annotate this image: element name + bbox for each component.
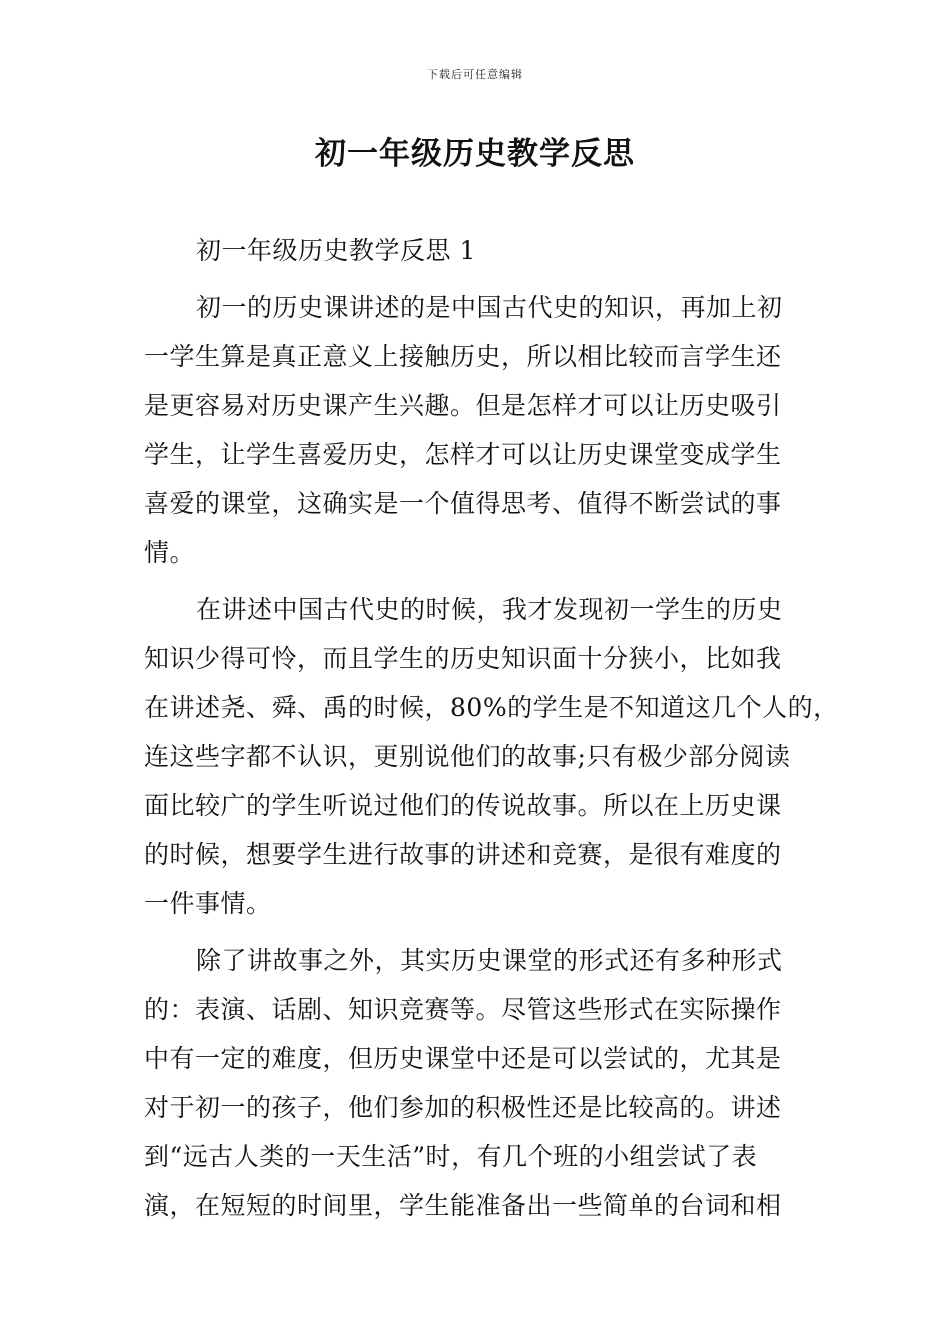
- text-line: 的：表演、话剧、知识竞赛等。尽管这些形式在实际操作: [144, 995, 782, 1024]
- text-line: 连这些字都不认识，更别说他们的故事;只有极少部分阅读: [144, 742, 791, 771]
- text-line: 到“远古人类的一天生活”时，有几个班的小组尝试了表: [144, 1142, 758, 1171]
- paragraph: [144, 283, 814, 577]
- text-line: 的时候，想要学生进行故事的讲述和竞赛，是很有难度的: [144, 840, 782, 869]
- text-line: 情。: [144, 538, 196, 567]
- text-line: 面比较广的学生听说过他们的传说故事。所以在上历史课: [144, 791, 782, 820]
- text-line: 在讲述中国古代史的时候，我才发现初一学生的历史: [196, 595, 783, 624]
- paragraph: [144, 585, 839, 928]
- text-line: 对于初一的孩子，他们参加的积极性还是比较高的。讲述: [144, 1093, 782, 1122]
- text-line: 初一的历史课讲述的是中国古代史的知识，再加上初: [196, 293, 783, 322]
- text-line: 是更容易对历史课产生兴趣。但是怎样才可以让历史吸引: [144, 391, 782, 420]
- text-line: 中有一定的难度，但历史课堂中还是可以尝试的，尤其是: [144, 1044, 782, 1073]
- header-note: 下载后可任意编辑: [427, 68, 523, 81]
- text-line: 除了讲故事之外，其实历史课堂的形式还有多种形式: [196, 946, 783, 975]
- text-line: 一学生算是真正意义上接触历史，所以相比较而言学生还: [144, 342, 782, 371]
- paragraph: [144, 936, 814, 1230]
- text-line: 初一年级历史教学反思 1: [196, 236, 476, 265]
- text-line: 在讲述尧、舜、禹的时候，80%的学生是不知道这几个人的，: [144, 693, 839, 722]
- section-heading: [144, 226, 814, 275]
- document-title: 初一年级历史教学反思: [315, 136, 635, 172]
- text-line: 知识少得可怜，而且学生的历史知识面十分狭小，比如我: [144, 644, 782, 673]
- text-line: 学生，让学生喜爱历史，怎样才可以让历史课堂变成学生: [144, 440, 782, 469]
- text-line: 演，在短短的时间里，学生能准备出一些简单的台词和相: [144, 1191, 782, 1220]
- text-line: 一件事情。: [144, 889, 272, 918]
- document-body: [144, 226, 839, 1230]
- text-line: 喜爱的课堂，这确实是一个值得思考、值得不断尝试的事: [144, 489, 782, 518]
